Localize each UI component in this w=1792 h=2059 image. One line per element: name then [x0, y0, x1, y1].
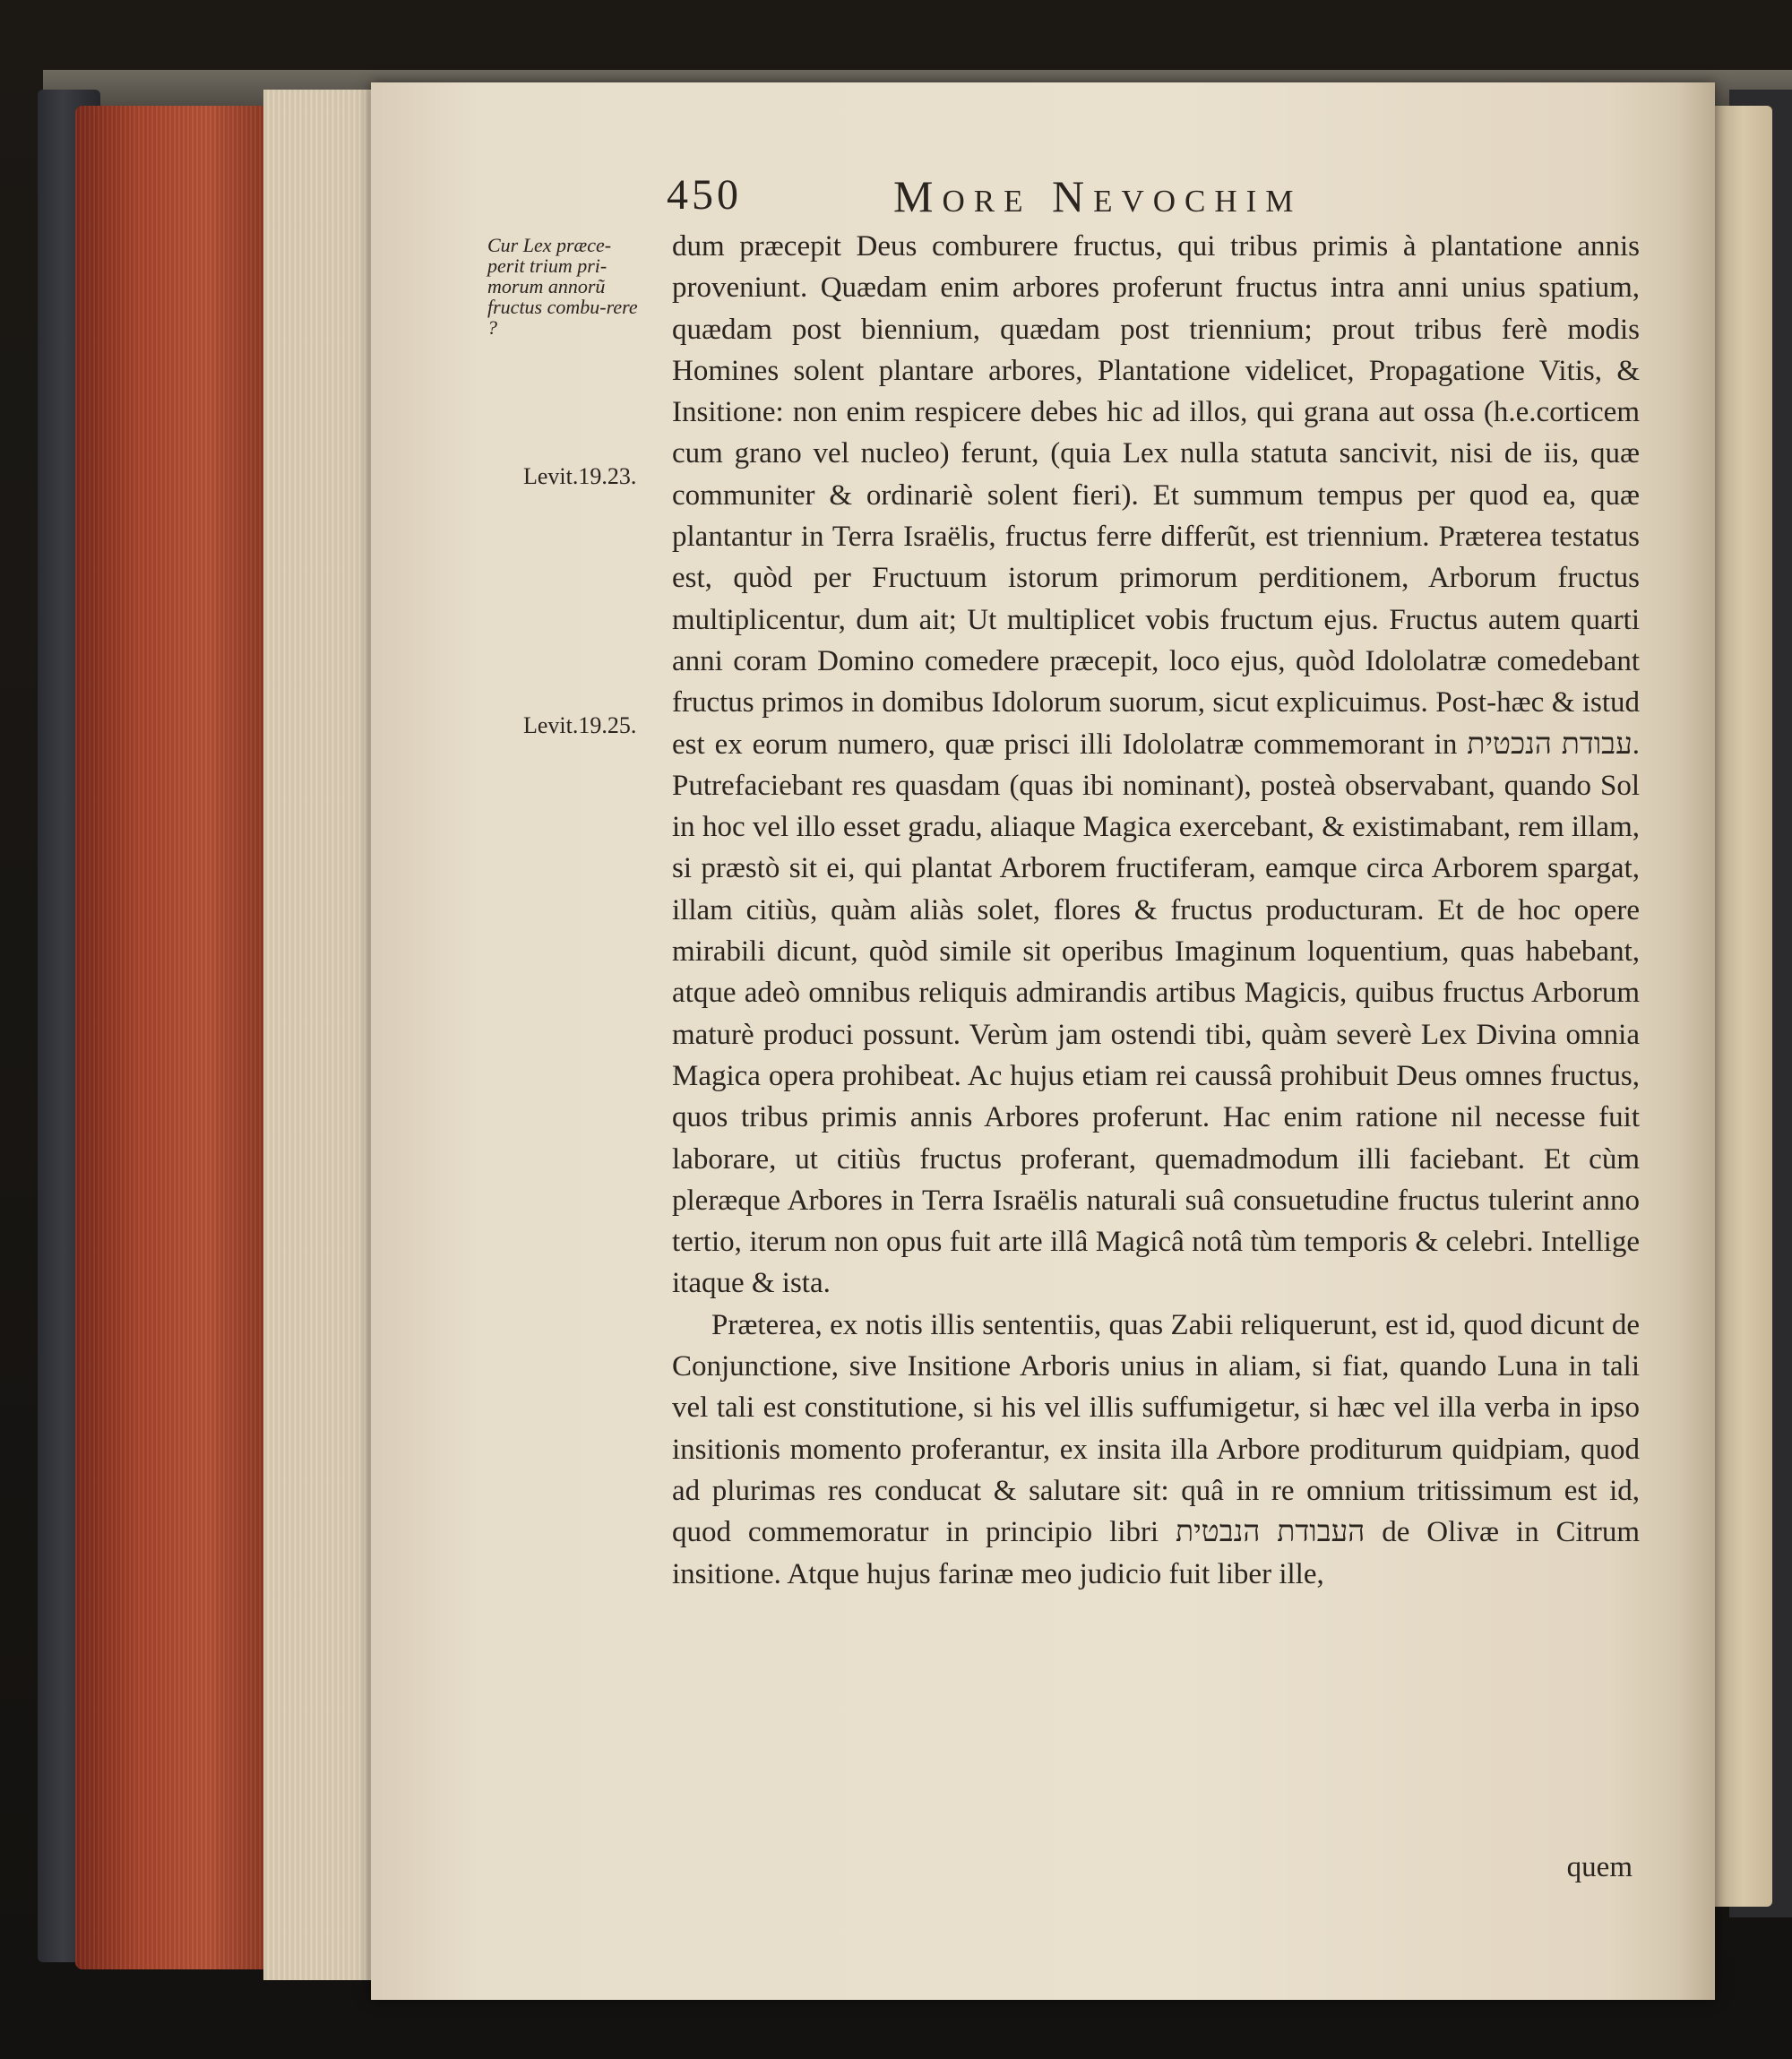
- red-page-edges: [75, 106, 263, 1969]
- page-stack-edges: [263, 90, 371, 1980]
- book-page: [371, 82, 1715, 2000]
- margin-reference-2: Levit.19.25.: [523, 712, 637, 738]
- page-number: 450: [667, 171, 742, 219]
- page-gutter-shadow: [1679, 82, 1715, 2000]
- paragraph-2: Præterea, ex notis illis sententiis, quas Zabii reliquerunt, est id, quod dicunt de Conjunctione, sive Insitione Arboris unius in aliam, si fiat, quando Luna in tali vel tali est constitutione, si his vel illis suffumigetur, si hæc vel illa verba in ipso insitionis momento proferantur, ex insita illa Arbore proditurum quidpiam, quod ad plurimas res conducat & salutare sit: quâ in re omnium tritissimum est id, quod commemoratur in principio libri העבודת הנבטית de Olivæ in Citrum insitione. Atque hujus farinæ meo judicio fuit liber ille,: [672, 1308, 1641, 1590]
- paragraph-1: dum præcepit Deus comburere fructus, qui tribus primis à plantatione annis proveniunt. Quædam enim arbores proferunt fructus intra anni unius spatium, quædam post biennium, quædam post triennium; prout tribus ferè modis Homines solent plantare arbores, Plantatione videlicet, Propagatione Vitis, & Insitione: non enim respicere debes hic ad illos, qui grana aut ossa (h.e.corticem cum grano vel nucleo) ferunt, (quia Lex nulla statuta sancivit, nisi de iis, quæ communiter & ordinariè solent fieri). Et summum tempus per quod ea, quæ plantantur in Terra Israëlis, fructus ferre differũt, est triennium. Præterea testatus est, quòd per Fructuum istorum primorum perditionem, Arborum fructus multiplicentur, dum ait; Ut multiplicet vobis fructum ejus. Fructus autem quarti anni coram Domino comedere præcepit, loco ejus, quòd Idololatræ comedebant fructus primos in domibus Idolorum suorum, sicut explicuimus. Post-hæc & istud est ex eorum numero, quæ prisci illi Idololatræ commemorant in עבודת הנכטית. Putrefaciebant res quasdam (quas ibi nominant), posteà observabant, quando Sol in hoc vel illo esset gradu, aliaque Magica exercebant, & existimabant, rem illam, si præstò sit ei, qui plantat Arborem fructiferam, eamque circa Arborem spargat, illam citiùs, quàm aliàs solet, flores & fructus producturam. Et de hoc opere mirabili dicunt, quòd simile sit operibus Imaginum loquentium, quas habebant, atque adeò omnibus reliquis admirandis artibus Magicis, quibus fructus Arborum maturè produci possunt. Verùm jam ostendi tibi, quàm severè Lex Divina omnia Magica opera prohibeat. Ac hujus etiam rei caussâ prohibuit Deus omnes fructus, quos tribus primis annis Arbores proferunt. Hac enim ratione nil necesse fuit laborare, ut citiùs fructus proferant, quemadmodum illi faciebant. Et cùm pleræque Arbores in Terra Israëlis naturali suâ consuetudine fructus tulerint anno tertio, iterum non opus fuit arte illâ Magicâ notâ tùm temporis & celebri. Intellige itaque & ista.: [672, 230, 1641, 1300]
- margin-notes: [487, 234, 667, 738]
- margin-reference-1: Levit.19.23.: [523, 463, 637, 489]
- catchword: quem: [1566, 1851, 1633, 1883]
- main-text: [672, 226, 1640, 1595]
- facing-page-edge: [1713, 106, 1772, 1907]
- margin-note: Cur Lex præce-perit trium pri-morum annorũ fructus combu-rere ?: [487, 234, 638, 339]
- running-head: More Nevochim: [893, 171, 1303, 221]
